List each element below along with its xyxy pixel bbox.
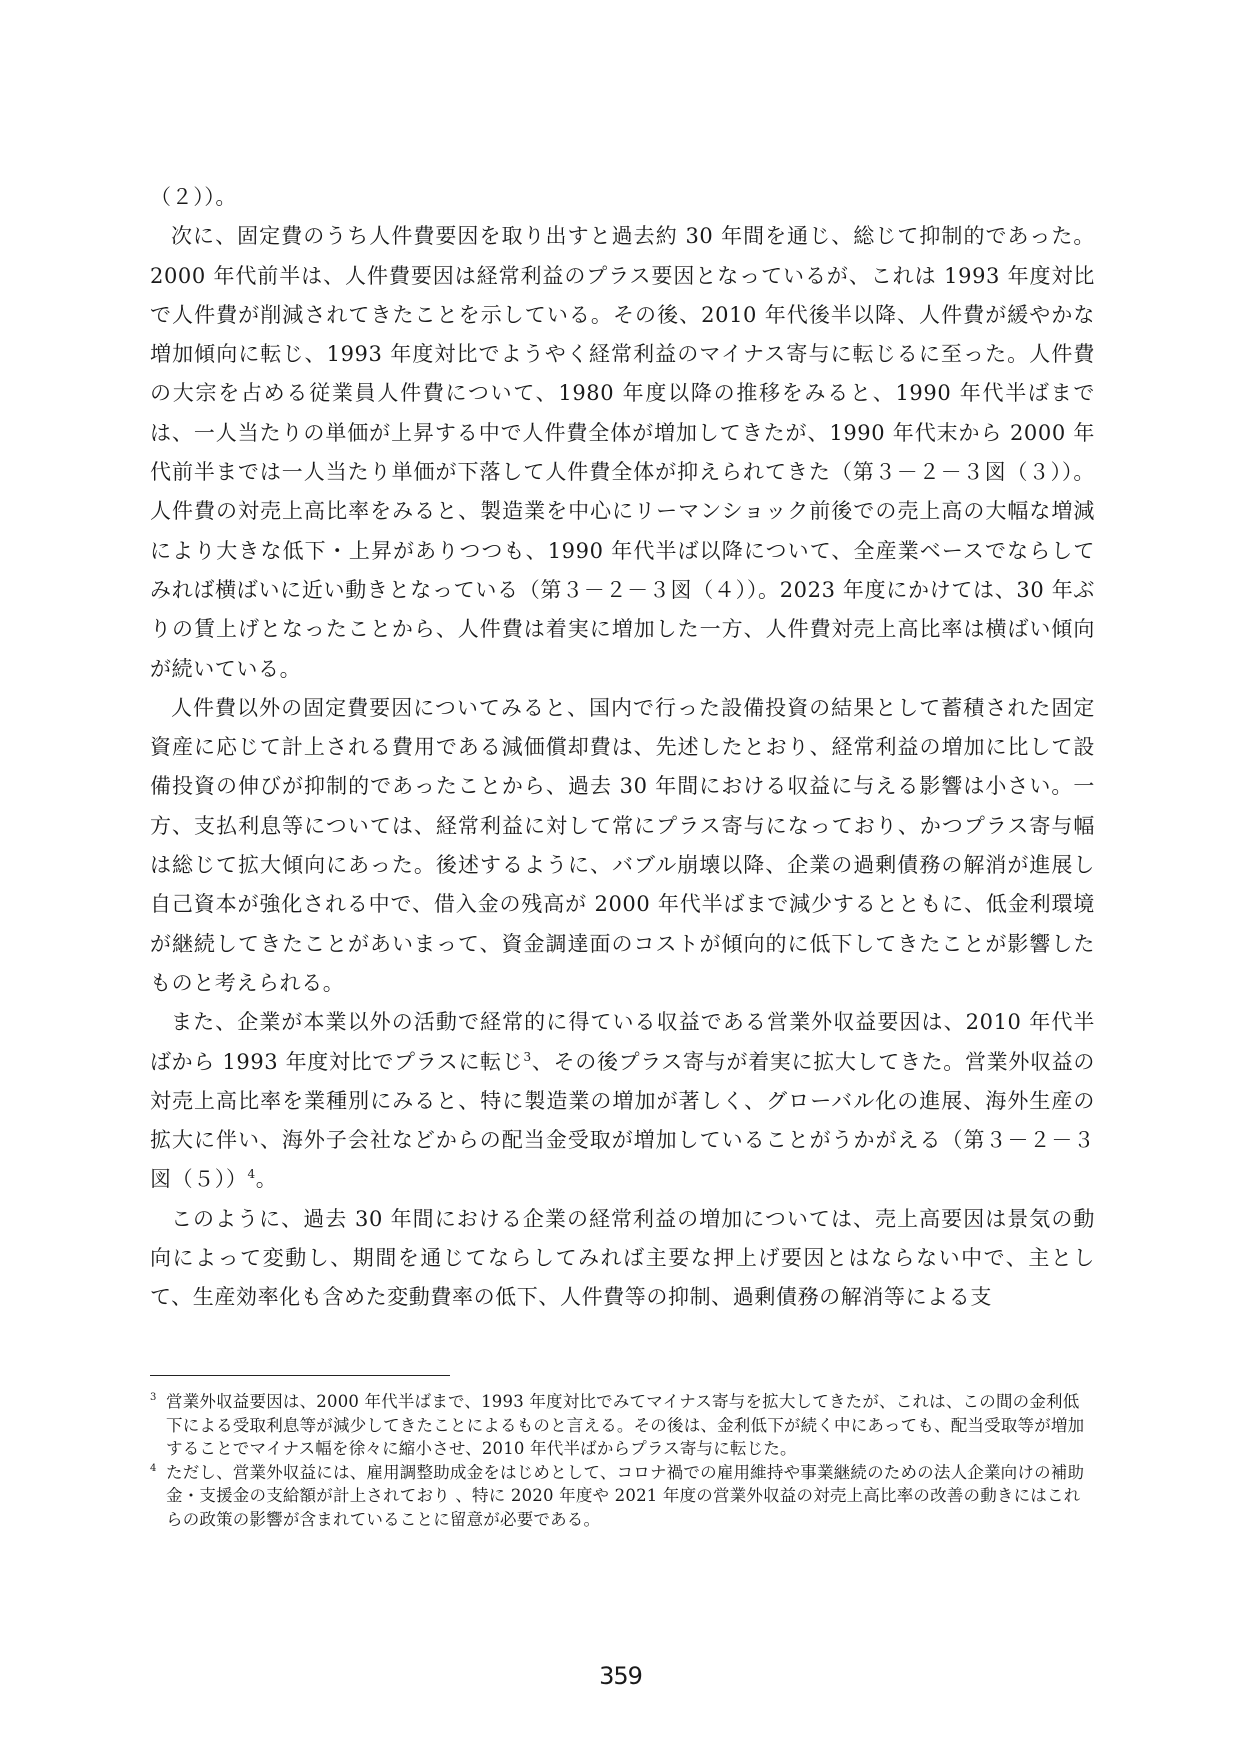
paragraph-summary: このように、過去 30 年間における企業の経常利益の増加については、売上高要因は景気の動向によって変動し、期間を通じてならしてみれば主要な押上げ要因とはならない中で、主として、生産効率化も含めた変動費率の低下、人件費等の抑制、過剰債務の解消等による支: [150, 1206, 1095, 1310]
paragraph-text: 。: [255, 1167, 278, 1192]
footnote-text: ただし、営業外収益には、雇用調整助成金をはじめとして、コロナ禍での雇用維持や事業継続のための法人企業向けの補助金・支援金の支給額が計上されており 、特に 2020 年度や 2021 年度の営業外収益の対売上高比率の改善の動きにはこれらの政策の影響が含まれていることに留意が必要である。: [166, 1462, 1085, 1529]
footnote-ref-4[interactable]: 4: [247, 1167, 256, 1182]
footnote-4: [150, 1461, 1095, 1532]
page-number: 359: [599, 1662, 642, 1690]
paragraph-text: 、その後プラス寄与が着実に拡大してきた。営業外収益の対売上高比率を業種別にみると、特に製造業の増加が著しく、グローバル化の進展、海外生産の拡大に伴い、海外子会社などからの配当金受取が増加していることがうかがえる（第３－２－３図（５））: [150, 1049, 1095, 1192]
paragraph-text: また、企業が本業以外の活動で経常的に得ている収益である営業外収益要因は、2010 年代半ばから 1993 年度対比でプラスに転じ: [150, 1010, 1095, 1074]
footnote-number: 3: [150, 1392, 157, 1403]
paragraph-other-fixed-costs: 人件費以外の固定費要因についてみると、国内で行った設備投資の結果として蓄積された固定資産に応じて計上される費用である減価償却費は、先述したとおり、経常利益の増加に比して設備投資の伸びが抑制的であったことから、過去 30 年間における収益に与える影響は小さい。一方、支払利息等については、経常利益に対して常にプラス寄与になっており、かつプラス寄与幅は総じて拡大傾向にあった。後述するように、バブル崩壊以降、企業の過剰債務の解消が進展し自己資本が強化される中で、借入金の残高が 2000 年代半ばまで減少するとともに、低金利環境が継続してきたことがあいまって、資金調達面のコストが傾向的に低下してきたことが影響したものと考えられる。: [150, 695, 1095, 995]
footnote-text: 営業外収益要因は、2000 年代半ばまで、1993 年度対比でみてマイナス寄与を拡大してきたが、これは、この間の金利低下による受取利息等が減少してきたことによるものと言える。その後は、金利低下が続く中にあっても、配当受取等が増加することでマイナス幅を徐々に縮小させ、2010 年代半ばからプラス寄与に転じた。: [166, 1392, 1085, 1458]
paragraph-personnel-costs: 次に、固定費のうち人件費要因を取り出すと過去約 30 年間を通じ、総じて抑制的であった。2000 年代前半は、人件費要因は経常利益のプラス要因となっているが、これは 1993 年度対比で人件費が削減されてきたことを示している。その後、2010 年代後半以降、人件費が緩やかな増加傾向に転じ、1993 年度対比でようやく経常利益のマイナス寄与に転じるに至った。人件費の大宗を占める従業員人件費について、1980 年度以降の推移をみると、1990 年代半ばまでは、一人当たりの単価が上昇する中で人件費全体が増加してきたが、1990 年代末から 2000 年代前半までは一人当たり単価が下落して人件費全体が抑えられてきた（第３－２－３図（３））。人件費の対売上高比率をみると、製造業を中心にリーマンショック前後での売上高の大幅な増減により大きな低下・上昇がありつつも、1990 年代半ば以降について、全産業ベースでならしてみれば横ばいに近い動きとなっている（第３－２－３図（４））。2023 年度にかけては、30 年ぶりの賃上げとなったことから、人件費は着実に増加した一方、人件費対売上高比率は横ばい傾向が続いている。: [150, 224, 1095, 681]
paragraph-continuation: （２））。: [150, 185, 237, 209]
footnotes: [150, 1390, 1095, 1531]
footnote-3: [150, 1390, 1095, 1461]
paragraph-non-operating-income: [150, 1003, 1095, 1199]
footnote-ref-3[interactable]: 3: [523, 1049, 532, 1064]
body-text: [150, 178, 1095, 1318]
footnote-divider: [150, 1375, 450, 1376]
footnote-number: 4: [150, 1462, 157, 1474]
